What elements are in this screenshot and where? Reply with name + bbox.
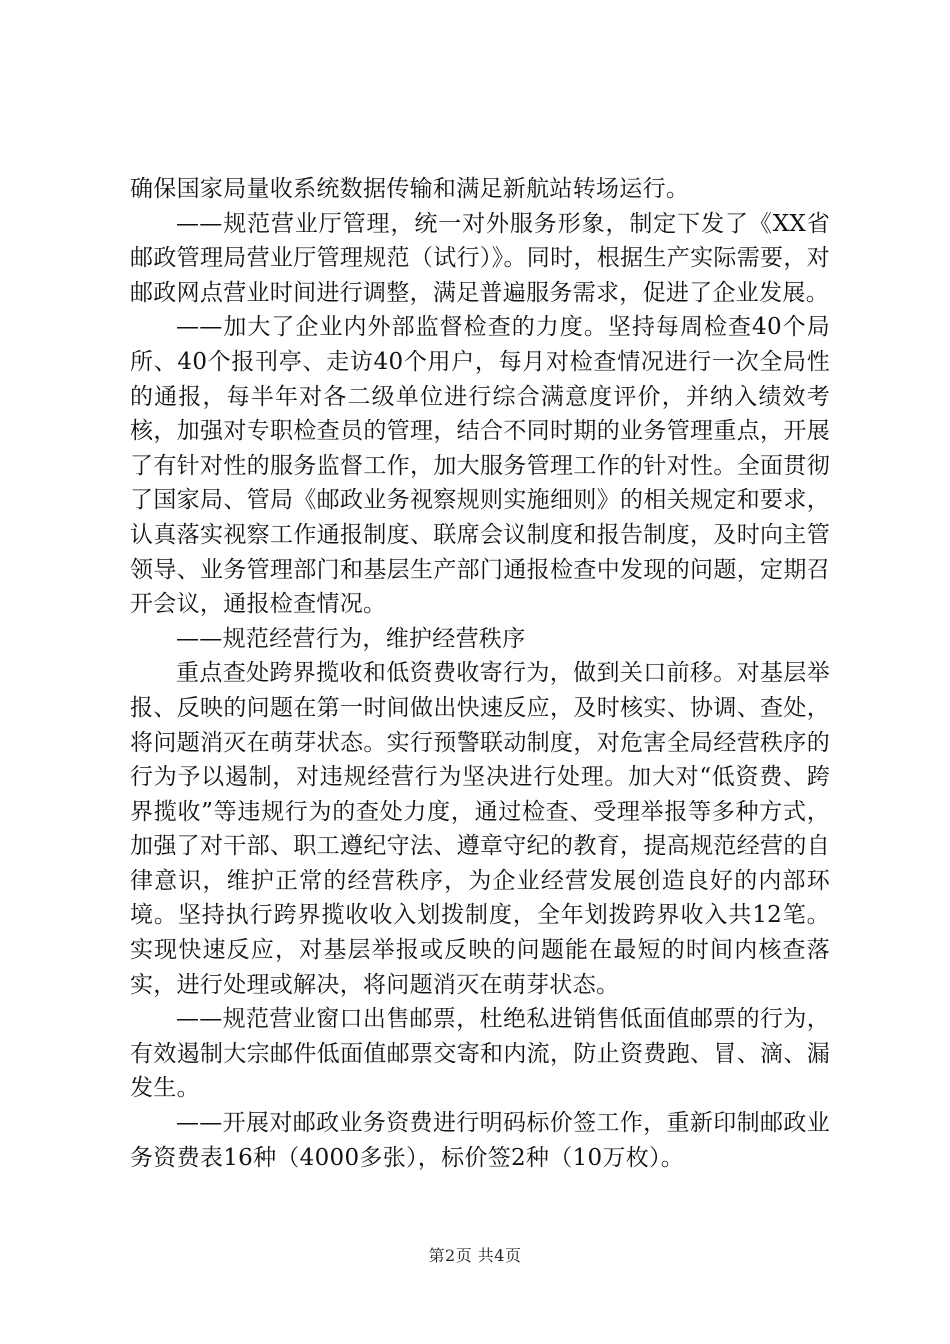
- paragraph-4-heading: ——规范经营行为，维护经营秩序: [176, 625, 526, 652]
- page-footer: 第2页 共4页: [428, 1246, 522, 1265]
- paragraph-1: 确保国家局量收系统数据传输和满足新航站转场运行。: [130, 176, 690, 202]
- paragraph-5: 重点查处跨界揽收和低资费收寄行为，做到关口前移。对基层举报、反映的问题在第一时间做出快速反应，及时核实、协调、查处，将问题消灭在萌芽状态。实行预警联动制度，对危害全局经营秩序的行为予以遏制，对违规经营行为坚决进行处理。加大对“低资费、跨界揽收”等违规行为的查处力度，通过检查、受理举报等多种方式，加强了对干部、职工遵纪守法、遵章守纪的教育，提高规范经营的自律意识，维护正常的经营秩序，为企业经营发展创造良好的内部环境。坚持执行跨界揽收收入划拨制度，全年划拨跨界收入共12笔。实现快速反应，对基层举报或反映的问题能在最短的时间内核查落实，进行处理或解决，将问题消灭在萌芽状态。: [130, 660, 830, 998]
- paragraph-2: ——规范营业厅管理，统一对外服务形象，制定下发了《XX省邮政管理局营业厅管理规范（试行）》。同时，根据生产实际需要，对邮政网点营业时间进行调整，满足普遍服务需求，促进了企业发展。: [130, 210, 830, 306]
- paragraph-3: ——加大了企业内外部监督检查的力度。坚持每周检查40个局所、40个报刊亭、走访40个用户，每月对检查情况进行一次全局性的通报，每半年对各二级单位进行综合满意度评价，并纳入绩效考核，加强对专职检查员的管理，结合不同时期的业务管理重点，开展了有针对性的服务监督工作，加大服务管理工作的针对性。全面贯彻了国家局、管局《邮政业务视察规则实施细则》的相关规定和要求，认真落实视察工作通报制度、联席会议制度和报告制度，及时向主管领导、业务管理部门和基层生产部门通报检查中发现的问题，定期召开会议，通报检查情况。: [130, 314, 830, 618]
- paragraph-6: ——规范营业窗口出售邮票，杜绝私进销售低面值邮票的行为，有效遏制大宗邮件低面值邮票交寄和内流，防止资费跑、冒、滴、漏发生。: [130, 1006, 830, 1102]
- paragraph-7: ——开展对邮政业务资费进行明码标价签工作，重新印制邮政业务资费表16种（4000多张），标价签2种（10万枚）。: [130, 1110, 830, 1171]
- document-body: [130, 172, 830, 1175]
